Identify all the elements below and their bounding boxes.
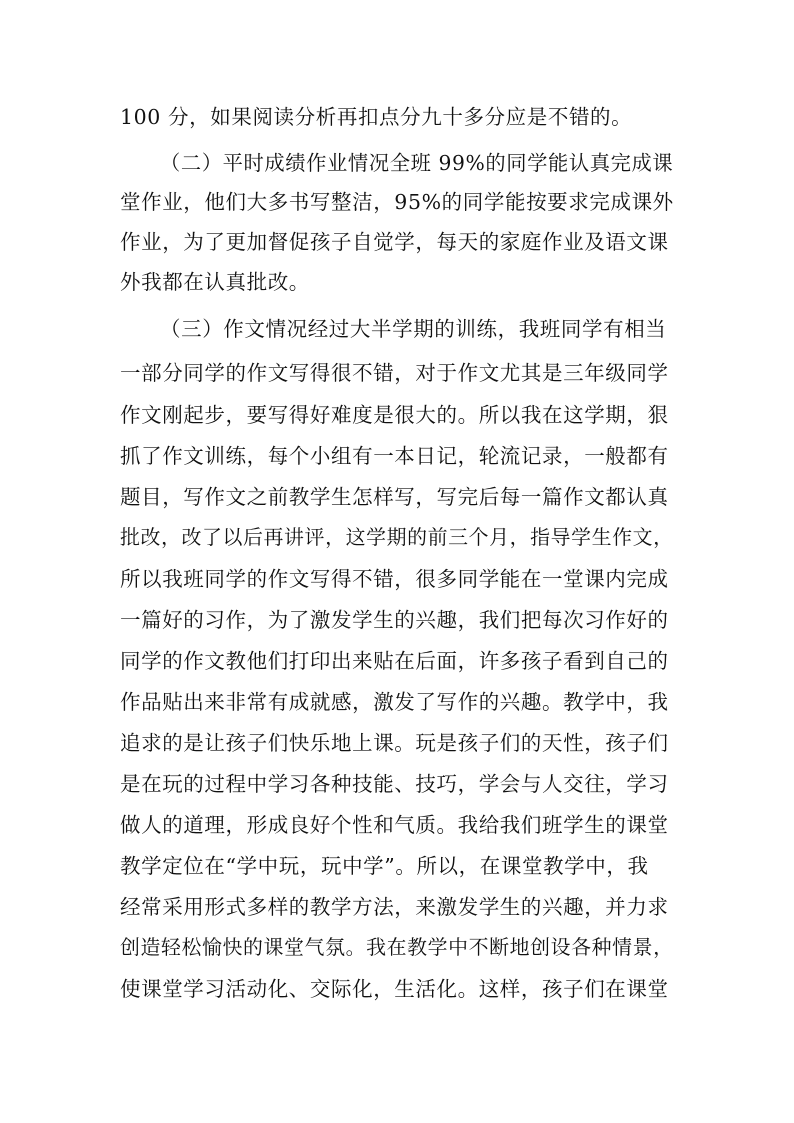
text-line-17: 是在玩的过程中学习各种技能、技巧，学会与人交往，学习 (120, 772, 669, 796)
text-line-14: 同学的作文教他们打印出来贴在后面，许多孩子看到自己的 (120, 649, 669, 673)
text-line-20: 经常采用形式多样的教学方法，来激发学生的兴趣，并力求 (120, 895, 669, 919)
text-line-8: 作文刚起步，要写得好难度是很大的。所以我在这学期，狠 (120, 403, 669, 427)
text-line-2: （二）平时成绩作业情况全班 99%的同学能认真完成课 (160, 151, 674, 175)
text-line-1: 100 分，如果阅读分析再扣点分九十多分应是不错的。 (120, 105, 633, 129)
text-line-7: 一部分同学的作文写得很不错，对于作文尤其是三年级同学 (120, 361, 669, 385)
text-line-22: 使课堂学习活动化、交际化，生活化。这样，孩子们在课堂 (120, 977, 669, 1001)
text-line-16: 追求的是让孩子们快乐地上课。玩是孩子们的天性，孩子们 (120, 731, 669, 755)
text-line-6: （三）作文情况经过大半学期的训练，我班同学有相当 (160, 317, 667, 341)
text-line-3: 堂作业，他们大多书写整洁，95%的同学能按要求完成课外 (120, 190, 674, 214)
text-line-4: 作业，为了更加督促孩子自觉学，每天的家庭作业及语文课 (120, 230, 669, 254)
text-line-15: 作品贴出来非常有成就感，激发了写作的兴趣。教学中，我 (120, 690, 669, 714)
text-line-11: 批改，改了以后再讲评，这学期的前三个月，指导学生作文， (120, 526, 674, 549)
text-line-5: 外我都在认真批改。 (120, 270, 310, 294)
text-line-13: 一篇好的习作，为了激发学生的兴趣，我们把每次习作好的 (120, 608, 669, 632)
text-line-9: 抓了作文训练，每个小组有一本日记，轮流记录，一般都有 (120, 444, 669, 468)
text-line-19: 教学定位在“学中玩，玩中学”。所以，在课堂教学中，我 (120, 854, 649, 878)
text-line-21: 创造轻松愉快的课堂气氛。我在教学中不断地创设各种情景， (120, 936, 674, 959)
text-line-10: 题目，写作文之前教学生怎样写，写完后每一篇作文都认真 (120, 485, 669, 509)
text-line-18: 做人的道理，形成良好个性和气质。我给我们班学生的课堂 (120, 813, 669, 837)
text-line-12: 所以我班同学的作文写得不错，很多同学能在一堂课内完成 (120, 567, 669, 591)
